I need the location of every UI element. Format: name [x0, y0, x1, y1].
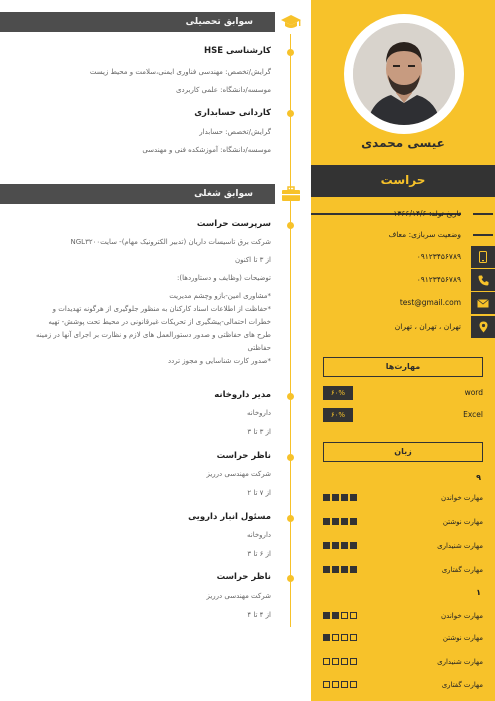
language-skill-row — [323, 656, 483, 668]
profile-photo — [353, 23, 455, 125]
language-skill-row — [323, 492, 483, 504]
work-period: از ۶ تا ۳ — [247, 550, 271, 558]
language-skill-label: مهارت خواندن — [441, 494, 483, 502]
rating-square-filled — [332, 494, 339, 501]
rating-square-filled — [323, 542, 330, 549]
rating-square-filled — [332, 542, 339, 549]
work-role: مسئول انبار دارویی — [188, 512, 271, 522]
contact-birthdate — [311, 203, 495, 225]
work-period: از ۳ تا ۳ — [247, 428, 271, 436]
language-rating — [323, 518, 357, 526]
line-icon — [471, 224, 495, 246]
language-skill-label: مهارت گفتاری — [441, 681, 483, 689]
rating-square-filled — [341, 566, 348, 573]
language-skill-label: مهارت شنیداری — [437, 658, 483, 666]
work-header — [0, 184, 311, 204]
mobile-icon — [471, 246, 495, 268]
timeline-dot — [287, 49, 294, 56]
work-desc-line: *صدور کارت شناسایی و مجوز تردد — [167, 357, 271, 365]
work-company: شرکت مهندسی درریز — [206, 470, 271, 478]
rating-square-empty — [350, 612, 357, 619]
work-desc-line: خطرات احتمالی-پیشگیری از تحریکات غیرقانونی در محیط تحت پوشش- تهیه — [48, 318, 271, 326]
education-field: گرایش/تخصص: حسابدار — [199, 128, 271, 136]
contact-text: تاریخ تولد: ۱۳۶۶/۱۴/۶ — [393, 209, 461, 218]
profile-photo-frame — [344, 14, 464, 134]
rating-square-filled — [341, 542, 348, 549]
rating-square-empty — [332, 658, 339, 665]
contact-location — [311, 316, 495, 338]
timeline-dot — [287, 515, 294, 522]
education-header — [0, 12, 311, 32]
rating-square-filled — [323, 518, 330, 525]
education-school: موسسه/دانشگاه: علمی کاربردی — [176, 86, 271, 94]
education-degree: کاردانی حسابداری — [194, 108, 271, 118]
work-company: شرکت مهندسی درریز — [206, 592, 271, 600]
rating-square-filled — [323, 634, 330, 641]
skill-name: Excel — [463, 410, 483, 419]
language-skill-row — [323, 564, 483, 576]
work-company: شرکت برق تاسیسات داریان (تدبیر الکترونیک مهام)- سایتNGL۳۲۰۰ — [70, 238, 271, 246]
timeline-dot — [287, 393, 294, 400]
job-title: حراست — [311, 165, 495, 197]
skill-row — [323, 408, 483, 422]
education-field: گرایش/تخصص: مهندسی فناوری ایمنی،سلامت و محیط زیست — [89, 68, 271, 76]
rating-square-empty — [323, 658, 330, 665]
rating-square-filled — [341, 494, 348, 501]
rating-square-empty — [332, 681, 339, 688]
rating-square-filled — [323, 612, 330, 619]
work-role: ناظر حراست — [216, 451, 271, 461]
work-period: از ۷ تا ۲ — [247, 489, 271, 497]
work-desc-title: توضیحات (وظایف و دستاوردها): — [177, 274, 271, 282]
rating-square-empty — [323, 681, 330, 688]
timeline-line — [290, 34, 291, 627]
rating-square-filled — [332, 612, 339, 619]
timeline-dot — [287, 454, 294, 461]
work-title: سوابق شغلی — [194, 189, 253, 199]
rating-square-empty — [341, 658, 348, 665]
contact-phone — [311, 269, 495, 291]
language-skill-label: مهارت خواندن — [441, 612, 483, 620]
rating-square-filled — [350, 566, 357, 573]
rating-square-empty — [350, 681, 357, 688]
language-rating — [323, 542, 357, 550]
languages-title: زبان — [323, 442, 483, 462]
work-period: از ۳ تا اکنون — [234, 256, 271, 264]
language-level: ۱ — [476, 588, 481, 597]
contact-military — [311, 224, 495, 246]
rating-square-empty — [341, 634, 348, 641]
skill-row — [323, 386, 483, 400]
contact-text: ۰۹۱۲۳۴۵۶۷۸۹ — [416, 275, 461, 284]
language-skill-label: مهارت نوشتن — [442, 518, 483, 526]
graduation-cap-icon — [276, 12, 306, 32]
language-skill-label: مهارت شنیداری — [437, 542, 483, 550]
work-desc-line: *مشاوری امین-بازو وچشم مدیریت — [169, 292, 271, 300]
education-degree: کارشناسی HSE — [203, 46, 271, 56]
contact-text: تهران ، تهران ، تهران — [394, 322, 461, 331]
language-rating — [323, 612, 357, 620]
work-role: سرپرست حراست — [196, 219, 271, 229]
skill-name: word — [464, 388, 483, 397]
work-role: ناظر حراست — [216, 572, 271, 582]
work-desc-line: حفاظتی — [247, 344, 271, 352]
language-skill-row — [323, 540, 483, 552]
timeline-dot — [287, 110, 294, 117]
phone-icon — [471, 269, 495, 291]
language-rating — [323, 566, 357, 574]
work-company: داروخانه — [247, 409, 271, 417]
contact-text: ۰۹۱۲۳۴۵۶۷۸۹ — [416, 252, 461, 261]
rating-square-empty — [341, 612, 348, 619]
language-skill-label: مهارت نوشتن — [442, 634, 483, 642]
language-skill-row — [323, 679, 483, 691]
rating-square-filled — [341, 518, 348, 525]
skill-percent: ۶۰% — [323, 386, 353, 400]
line-icon — [471, 203, 495, 225]
language-rating — [323, 634, 357, 642]
contact-mobile — [311, 246, 495, 268]
sidebar — [311, 0, 495, 701]
language-skill-row — [323, 632, 483, 644]
rating-square-filled — [350, 542, 357, 549]
skills-title: مهارت‌ها — [323, 357, 483, 377]
language-rating — [323, 494, 357, 502]
work-desc-line: طرح های حفاظتی و صدور دستورالعمل های لازم و نظارت بر اجرای آنها در زمینه — [36, 331, 271, 339]
contact-text: وضعیت سربازی: معاف — [388, 230, 461, 239]
rating-square-filled — [350, 494, 357, 501]
rating-square-empty — [332, 634, 339, 641]
work-description — [9, 290, 271, 368]
work-desc-line: *حفاظت از اطلاعات اسناد کارکنان به منظور جلوگیری از هرگونه تهدیدات و — [52, 305, 271, 313]
rating-square-empty — [350, 634, 357, 641]
rating-square-filled — [323, 494, 330, 501]
timeline-dot — [287, 575, 294, 582]
rating-square-filled — [323, 566, 330, 573]
rating-square-empty — [341, 681, 348, 688]
briefcase-icon — [276, 184, 306, 204]
work-company: داروخانه — [247, 531, 271, 539]
rating-square-filled — [332, 518, 339, 525]
language-level: ۹ — [476, 473, 481, 482]
timeline-dot — [287, 222, 294, 229]
rating-square-filled — [332, 566, 339, 573]
language-rating — [323, 681, 357, 689]
language-skill-row — [323, 610, 483, 622]
work-role: مدیر داروخانه — [214, 390, 271, 400]
mail-icon — [471, 292, 495, 314]
language-skill-row — [323, 516, 483, 528]
contact-text: test@gmail.com — [399, 298, 461, 307]
work-period: از ۴ تا ۴ — [247, 611, 271, 619]
education-school: موسسه/دانشگاه: آموزشکده فنی و مهندسی — [142, 146, 271, 154]
rating-square-filled — [350, 518, 357, 525]
location-icon — [471, 316, 495, 338]
language-skill-label: مهارت گفتاری — [441, 566, 483, 574]
language-rating — [323, 658, 357, 666]
contact-email — [311, 292, 495, 314]
education-title: سوابق تحصیلی — [185, 17, 253, 27]
skill-percent: ۶۰% — [323, 408, 353, 422]
rating-square-empty — [350, 658, 357, 665]
person-name: عیسی محمدی — [361, 136, 445, 150]
